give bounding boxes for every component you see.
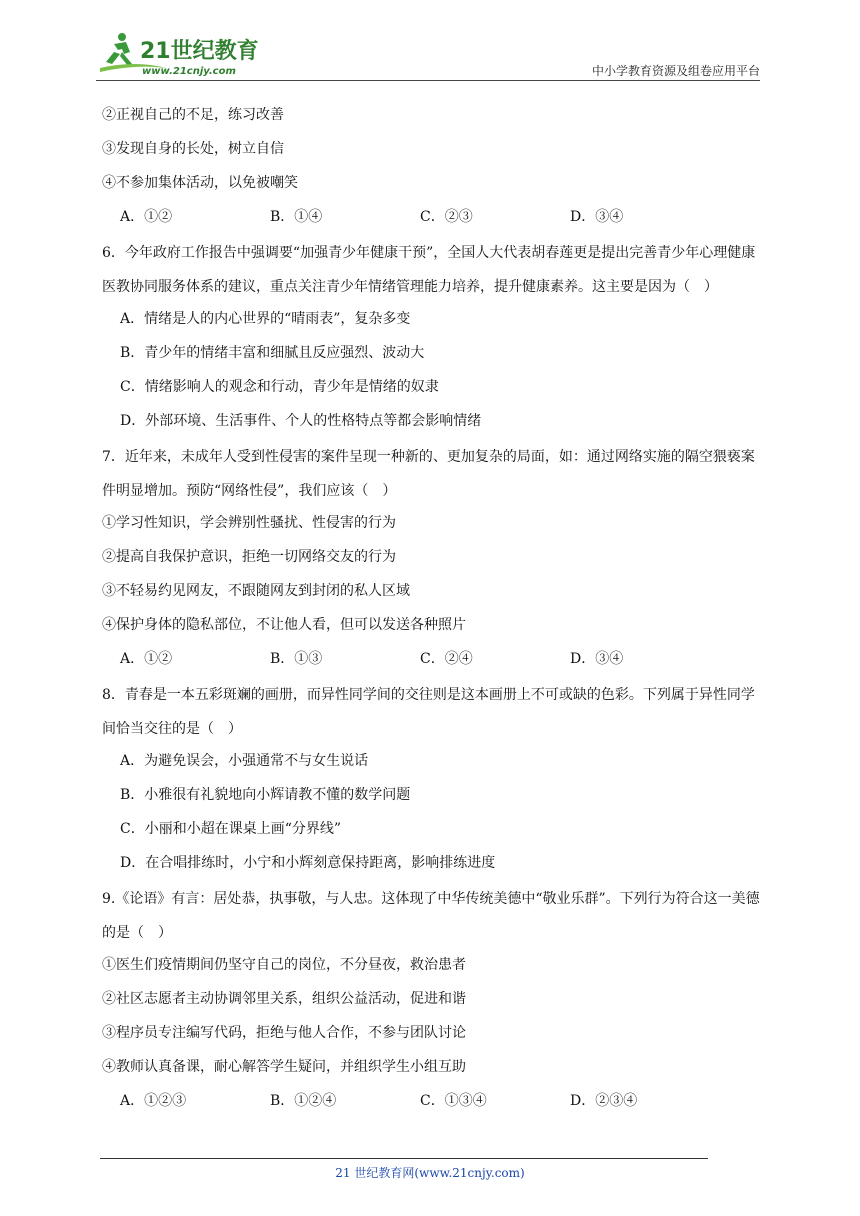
q9-item-3: ③程序员专注编写代码，拒绝与他人合作，不参与团队讨论 xyxy=(102,1025,466,1041)
q9-options xyxy=(102,1086,768,1120)
q9-stem: 9.《论语》有言：居处恭，执事敬，与人忠。这体现了中华传统美德中“敬业乐群”。下列行为符合这一美德的是（ ） xyxy=(102,891,760,941)
q8-option-c: C．小丽和小超在课桌上画“分界线” xyxy=(120,821,342,837)
q8-option-a: A．为避免误会，小强通常不与女生说话 xyxy=(120,753,369,769)
q5-option-c: C．②③ xyxy=(420,209,473,225)
q5-option-b: B．①④ xyxy=(270,209,323,225)
q5-item-2: ②正视自己的不足，练习改善 xyxy=(102,107,284,123)
q6-stem: 6．今年政府工作报告中强调要“加强青少年健康干预”，全国人大代表胡春莲更是提出完善青少年心理健康医教协同服务体系的建议，重点关注青少年情绪管理能力培养，提升健康素养。这主要是因为（ ） xyxy=(102,245,756,295)
q9-item-2: ②社区志愿者主动协调邻里关系，组织公益活动，促进和谐 xyxy=(102,991,466,1007)
header-divider xyxy=(96,80,760,81)
q8-option-b: B．小雅很有礼貌地向小辉请教不懂的数学问题 xyxy=(120,787,411,803)
q5-item-3: ③发现自身的长处，树立自信 xyxy=(102,141,284,157)
q7-option-c: C．②④ xyxy=(420,651,473,667)
q8-stem: 8．青春是一本五彩斑斓的画册，而异性同学间的交往则是这本画册上不可或缺的色彩。下列属于异性同学间恰当交往的是（ ） xyxy=(102,687,755,737)
footer-text: 21 世纪教育网(www.21cnjy.com) xyxy=(335,1166,525,1180)
footer-divider xyxy=(100,1158,708,1159)
logo-21cnjy xyxy=(96,30,266,78)
q7-item-3: ③不轻易约见网友，不跟随网友到封闭的私人区域 xyxy=(102,583,410,599)
q7-stem: 7．近年来，未成年人受到性侵害的案件呈现一种新的、更加复杂的局面，如：通过网络实施的隔空猥亵案件明显增加。预防“网络性侵”，我们应该（ ） xyxy=(102,449,755,499)
q9-item-4: ④教师认真备课，耐心解答学生疑问，并组织学生小组互助 xyxy=(102,1059,466,1075)
q5-item-4: ④不参加集体活动，以免被嘲笑 xyxy=(102,175,298,191)
q9-option-b: B．①②④ xyxy=(270,1093,337,1109)
q6-option-a: A．情绪是人的内心世界的“晴雨表”，复杂多变 xyxy=(120,311,411,327)
platform-title: 中小学教育资源及组卷应用平台 xyxy=(591,64,760,78)
q7-item-1: ①学习性知识，学会辨别性骚扰、性侵害的行为 xyxy=(102,515,396,531)
q9-option-c: C．①③④ xyxy=(420,1093,487,1109)
q6-option-b: B．青少年的情绪丰富和细腻且反应强烈、波动大 xyxy=(120,345,425,361)
q8-option-d: D．在合唱排练时，小宁和小辉刻意保持距离，影响排练进度 xyxy=(120,855,496,871)
q7-item-2: ②提高自我保护意识，拒绝一切网络交友的行为 xyxy=(102,549,396,565)
q7-option-d: D．③④ xyxy=(570,651,624,667)
svg-text:www.21cnjy.com: www.21cnjy.com xyxy=(142,66,236,77)
q7-options xyxy=(102,644,768,678)
q6-option-c: C．情绪影响人的观念和行动，青少年是情绪的奴隶 xyxy=(120,379,439,395)
q9-option-d: D．②③④ xyxy=(570,1093,638,1109)
q9-option-a: A．①②③ xyxy=(120,1093,187,1109)
q6-option-d: D．外部环境、生活事件、个人的性格特点等都会影响情绪 xyxy=(120,413,482,429)
q9-item-1: ①医生们疫情期间仍坚守自己的岗位，不分昼夜，救治患者 xyxy=(102,957,466,973)
q5-options xyxy=(102,202,768,236)
q7-option-b: B．①③ xyxy=(270,651,323,667)
q7-item-4: ④保护身体的隐私部位，不让他人看，但可以发送各种照片 xyxy=(102,617,466,633)
question-content xyxy=(102,100,768,1120)
q5-option-d: D．③④ xyxy=(570,209,624,225)
q7-option-a: A．①② xyxy=(120,651,173,667)
svg-text:21世纪教育: 21世纪教育 xyxy=(140,39,259,64)
page-header xyxy=(96,30,760,80)
q5-option-a: A．①② xyxy=(120,209,173,225)
